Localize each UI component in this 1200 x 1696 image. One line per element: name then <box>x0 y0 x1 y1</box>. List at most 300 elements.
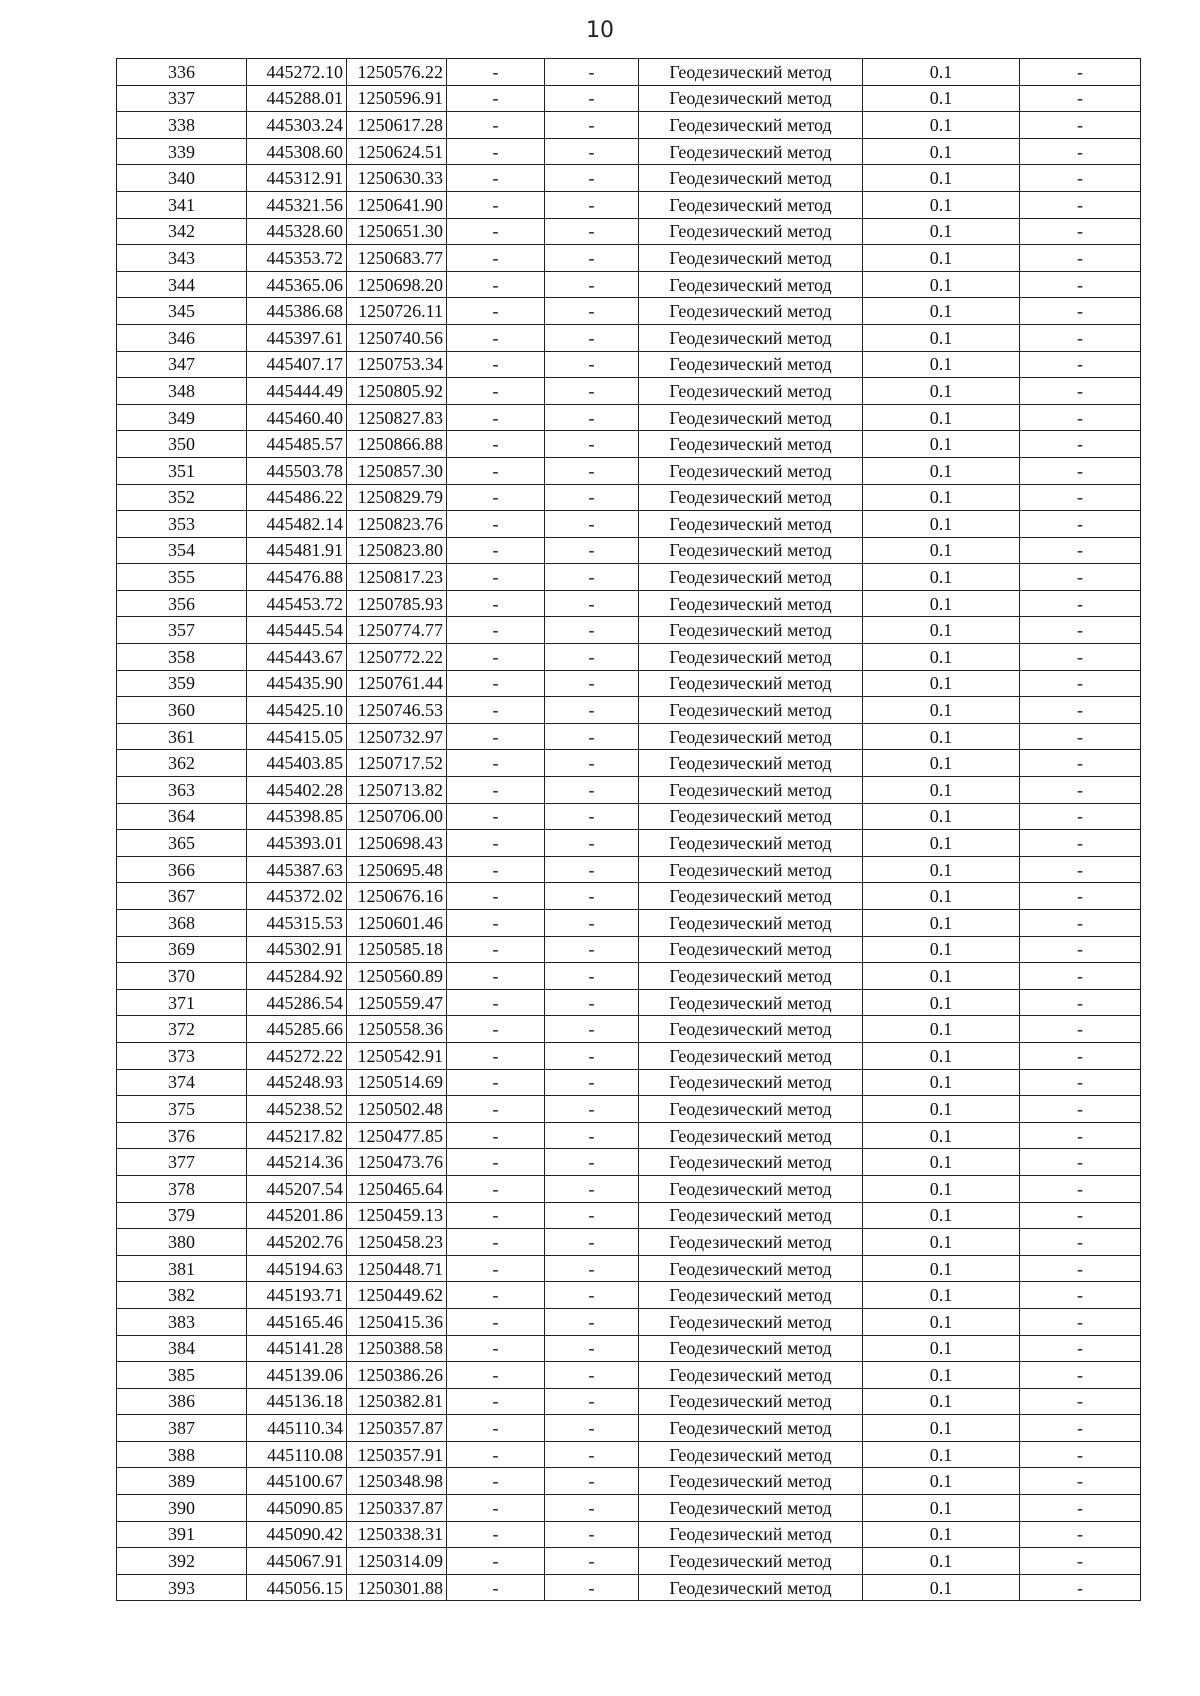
table-row <box>117 165 1141 192</box>
point-number-cell: 392 <box>117 1548 247 1575</box>
empty-cell-c: - <box>1020 1468 1141 1495</box>
x-coordinate-cell: 445194.63 <box>247 1255 347 1282</box>
accuracy-cell: 0.1 <box>863 723 1020 750</box>
point-number-cell: 369 <box>117 936 247 963</box>
accuracy-cell: 0.1 <box>863 830 1020 857</box>
method-cell: Геодезический метод <box>639 883 863 910</box>
empty-cell-b: - <box>545 1069 639 1096</box>
method-cell: Геодезический метод <box>639 1229 863 1256</box>
table-row <box>117 112 1141 139</box>
y-coordinate-cell: 1250576.22 <box>347 59 447 86</box>
empty-cell-b: - <box>545 644 639 671</box>
empty-cell-a: - <box>447 910 545 937</box>
table-row <box>117 271 1141 298</box>
accuracy-cell: 0.1 <box>863 856 1020 883</box>
empty-cell-b: - <box>545 856 639 883</box>
method-cell: Геодезический метод <box>639 191 863 218</box>
y-coordinate-cell: 1250726.11 <box>347 298 447 325</box>
point-number-cell: 342 <box>117 218 247 245</box>
method-cell: Геодезический метод <box>639 165 863 192</box>
empty-cell-b: - <box>545 1415 639 1442</box>
x-coordinate-cell: 445445.54 <box>247 617 347 644</box>
method-cell: Геодезический метод <box>639 112 863 139</box>
method-cell: Геодезический метод <box>639 644 863 671</box>
x-coordinate-cell: 445403.85 <box>247 750 347 777</box>
empty-cell-b: - <box>545 1149 639 1176</box>
empty-cell-c: - <box>1020 910 1141 937</box>
method-cell: Геодезический метод <box>639 1521 863 1548</box>
point-number-cell: 336 <box>117 59 247 86</box>
y-coordinate-cell: 1250388.58 <box>347 1335 447 1362</box>
empty-cell-b: - <box>545 1308 639 1335</box>
table-row <box>117 324 1141 351</box>
method-cell: Геодезический метод <box>639 963 863 990</box>
empty-cell-b: - <box>545 1096 639 1123</box>
method-cell: Геодезический метод <box>639 1415 863 1442</box>
empty-cell-a: - <box>447 936 545 963</box>
y-coordinate-cell: 1250601.46 <box>347 910 447 937</box>
method-cell: Геодезический метод <box>639 1441 863 1468</box>
empty-cell-b: - <box>545 112 639 139</box>
empty-cell-b: - <box>545 1122 639 1149</box>
table-row <box>117 750 1141 777</box>
y-coordinate-cell: 1250698.43 <box>347 830 447 857</box>
empty-cell-c: - <box>1020 617 1141 644</box>
empty-cell-a: - <box>447 1096 545 1123</box>
empty-cell-b: - <box>545 910 639 937</box>
point-number-cell: 366 <box>117 856 247 883</box>
method-cell: Геодезический метод <box>639 1122 863 1149</box>
empty-cell-c: - <box>1020 644 1141 671</box>
y-coordinate-cell: 1250382.81 <box>347 1388 447 1415</box>
empty-cell-c: - <box>1020 324 1141 351</box>
point-number-cell: 380 <box>117 1229 247 1256</box>
empty-cell-c: - <box>1020 1415 1141 1442</box>
method-cell: Геодезический метод <box>639 511 863 538</box>
empty-cell-a: - <box>447 59 545 86</box>
empty-cell-c: - <box>1020 59 1141 86</box>
method-cell: Геодезический метод <box>639 1548 863 1575</box>
empty-cell-a: - <box>447 271 545 298</box>
table-row <box>117 1202 1141 1229</box>
empty-cell-c: - <box>1020 1362 1141 1389</box>
empty-cell-c: - <box>1020 830 1141 857</box>
accuracy-cell: 0.1 <box>863 85 1020 112</box>
point-number-cell: 363 <box>117 777 247 804</box>
method-cell: Геодезический метод <box>639 1574 863 1601</box>
accuracy-cell: 0.1 <box>863 1495 1020 1522</box>
y-coordinate-cell: 1250357.87 <box>347 1415 447 1442</box>
empty-cell-b: - <box>545 59 639 86</box>
empty-cell-a: - <box>447 1149 545 1176</box>
x-coordinate-cell: 445486.22 <box>247 484 347 511</box>
empty-cell-c: - <box>1020 1069 1141 1096</box>
empty-cell-b: - <box>545 1335 639 1362</box>
x-coordinate-cell: 445284.92 <box>247 963 347 990</box>
point-number-cell: 365 <box>117 830 247 857</box>
accuracy-cell: 0.1 <box>863 378 1020 405</box>
table-row <box>117 1122 1141 1149</box>
empty-cell-a: - <box>447 378 545 405</box>
empty-cell-b: - <box>545 271 639 298</box>
point-number-cell: 354 <box>117 537 247 564</box>
empty-cell-c: - <box>1020 1495 1141 1522</box>
method-cell: Геодезический метод <box>639 378 863 405</box>
x-coordinate-cell: 445193.71 <box>247 1282 347 1309</box>
empty-cell-b: - <box>545 1175 639 1202</box>
accuracy-cell: 0.1 <box>863 537 1020 564</box>
empty-cell-c: - <box>1020 856 1141 883</box>
method-cell: Геодезический метод <box>639 218 863 245</box>
table-row <box>117 138 1141 165</box>
y-coordinate-cell: 1250746.53 <box>347 697 447 724</box>
empty-cell-b: - <box>545 165 639 192</box>
empty-cell-a: - <box>447 112 545 139</box>
table-row <box>117 1096 1141 1123</box>
accuracy-cell: 0.1 <box>863 511 1020 538</box>
x-coordinate-cell: 445056.15 <box>247 1574 347 1601</box>
point-number-cell: 377 <box>117 1149 247 1176</box>
empty-cell-b: - <box>545 697 639 724</box>
empty-cell-c: - <box>1020 112 1141 139</box>
empty-cell-c: - <box>1020 936 1141 963</box>
empty-cell-a: - <box>447 431 545 458</box>
x-coordinate-cell: 445110.34 <box>247 1415 347 1442</box>
y-coordinate-cell: 1250514.69 <box>347 1069 447 1096</box>
point-number-cell: 361 <box>117 723 247 750</box>
empty-cell-a: - <box>447 1548 545 1575</box>
x-coordinate-cell: 445139.06 <box>247 1362 347 1389</box>
empty-cell-c: - <box>1020 803 1141 830</box>
point-number-cell: 359 <box>117 670 247 697</box>
accuracy-cell: 0.1 <box>863 138 1020 165</box>
method-cell: Геодезический метод <box>639 590 863 617</box>
x-coordinate-cell: 445444.49 <box>247 378 347 405</box>
empty-cell-b: - <box>545 1574 639 1601</box>
accuracy-cell: 0.1 <box>863 936 1020 963</box>
empty-cell-c: - <box>1020 963 1141 990</box>
point-number-cell: 371 <box>117 989 247 1016</box>
method-cell: Геодезический метод <box>639 1016 863 1043</box>
empty-cell-a: - <box>447 856 545 883</box>
point-number-cell: 372 <box>117 1016 247 1043</box>
table-row <box>117 856 1141 883</box>
x-coordinate-cell: 445387.63 <box>247 856 347 883</box>
empty-cell-c: - <box>1020 511 1141 538</box>
empty-cell-a: - <box>447 777 545 804</box>
empty-cell-a: - <box>447 1042 545 1069</box>
empty-cell-c: - <box>1020 218 1141 245</box>
method-cell: Геодезический метод <box>639 431 863 458</box>
method-cell: Геодезический метод <box>639 404 863 431</box>
empty-cell-a: - <box>447 1495 545 1522</box>
empty-cell-a: - <box>447 1521 545 1548</box>
y-coordinate-cell: 1250559.47 <box>347 989 447 1016</box>
empty-cell-b: - <box>545 138 639 165</box>
x-coordinate-cell: 445397.61 <box>247 324 347 351</box>
accuracy-cell: 0.1 <box>863 644 1020 671</box>
x-coordinate-cell: 445201.86 <box>247 1202 347 1229</box>
empty-cell-b: - <box>545 1255 639 1282</box>
empty-cell-a: - <box>447 830 545 857</box>
empty-cell-b: - <box>545 989 639 1016</box>
empty-cell-c: - <box>1020 1096 1141 1123</box>
y-coordinate-cell: 1250560.89 <box>347 963 447 990</box>
x-coordinate-cell: 445453.72 <box>247 590 347 617</box>
y-coordinate-cell: 1250732.97 <box>347 723 447 750</box>
method-cell: Геодезический метод <box>639 1308 863 1335</box>
empty-cell-a: - <box>447 484 545 511</box>
x-coordinate-cell: 445286.54 <box>247 989 347 1016</box>
y-coordinate-cell: 1250785.93 <box>347 590 447 617</box>
method-cell: Геодезический метод <box>639 1255 863 1282</box>
empty-cell-c: - <box>1020 697 1141 724</box>
table-row <box>117 298 1141 325</box>
table-row <box>117 1255 1141 1282</box>
table-row <box>117 830 1141 857</box>
y-coordinate-cell: 1250823.76 <box>347 511 447 538</box>
empty-cell-a: - <box>447 883 545 910</box>
x-coordinate-cell: 445165.46 <box>247 1308 347 1335</box>
y-coordinate-cell: 1250695.48 <box>347 856 447 883</box>
x-coordinate-cell: 445393.01 <box>247 830 347 857</box>
accuracy-cell: 0.1 <box>863 404 1020 431</box>
empty-cell-b: - <box>545 404 639 431</box>
table-row <box>117 1042 1141 1069</box>
y-coordinate-cell: 1250761.44 <box>347 670 447 697</box>
y-coordinate-cell: 1250415.36 <box>347 1308 447 1335</box>
x-coordinate-cell: 445481.91 <box>247 537 347 564</box>
method-cell: Геодезический метод <box>639 856 863 883</box>
y-coordinate-cell: 1250698.20 <box>347 271 447 298</box>
y-coordinate-cell: 1250448.71 <box>347 1255 447 1282</box>
method-cell: Геодезический метод <box>639 617 863 644</box>
empty-cell-a: - <box>447 723 545 750</box>
table-row <box>117 1308 1141 1335</box>
empty-cell-a: - <box>447 590 545 617</box>
x-coordinate-cell: 445485.57 <box>247 431 347 458</box>
x-coordinate-cell: 445386.68 <box>247 298 347 325</box>
x-coordinate-cell: 445460.40 <box>247 404 347 431</box>
empty-cell-c: - <box>1020 378 1141 405</box>
x-coordinate-cell: 445217.82 <box>247 1122 347 1149</box>
empty-cell-a: - <box>447 324 545 351</box>
accuracy-cell: 0.1 <box>863 1521 1020 1548</box>
empty-cell-b: - <box>545 564 639 591</box>
empty-cell-b: - <box>545 245 639 272</box>
table-row <box>117 1495 1141 1522</box>
empty-cell-b: - <box>545 1548 639 1575</box>
x-coordinate-cell: 445503.78 <box>247 457 347 484</box>
accuracy-cell: 0.1 <box>863 484 1020 511</box>
x-coordinate-cell: 445365.06 <box>247 271 347 298</box>
y-coordinate-cell: 1250459.13 <box>347 1202 447 1229</box>
x-coordinate-cell: 445435.90 <box>247 670 347 697</box>
point-number-cell: 353 <box>117 511 247 538</box>
table-row <box>117 963 1141 990</box>
empty-cell-b: - <box>545 378 639 405</box>
point-number-cell: 360 <box>117 697 247 724</box>
empty-cell-a: - <box>447 1362 545 1389</box>
method-cell: Геодезический метод <box>639 1282 863 1309</box>
accuracy-cell: 0.1 <box>863 457 1020 484</box>
accuracy-cell: 0.1 <box>863 1016 1020 1043</box>
empty-cell-b: - <box>545 191 639 218</box>
table-row <box>117 564 1141 591</box>
empty-cell-a: - <box>447 1388 545 1415</box>
y-coordinate-cell: 1250829.79 <box>347 484 447 511</box>
empty-cell-b: - <box>545 1441 639 1468</box>
accuracy-cell: 0.1 <box>863 803 1020 830</box>
table-row <box>117 803 1141 830</box>
table-row <box>117 511 1141 538</box>
accuracy-cell: 0.1 <box>863 1229 1020 1256</box>
empty-cell-b: - <box>545 1521 639 1548</box>
empty-cell-c: - <box>1020 484 1141 511</box>
empty-cell-c: - <box>1020 1122 1141 1149</box>
empty-cell-b: - <box>545 1016 639 1043</box>
empty-cell-a: - <box>447 750 545 777</box>
empty-cell-b: - <box>545 777 639 804</box>
empty-cell-b: - <box>545 1229 639 1256</box>
point-number-cell: 348 <box>117 378 247 405</box>
empty-cell-c: - <box>1020 351 1141 378</box>
point-number-cell: 349 <box>117 404 247 431</box>
empty-cell-b: - <box>545 511 639 538</box>
page-number: 10 <box>586 18 614 43</box>
accuracy-cell: 0.1 <box>863 1308 1020 1335</box>
point-number-cell: 337 <box>117 85 247 112</box>
table-row <box>117 1362 1141 1389</box>
point-number-cell: 364 <box>117 803 247 830</box>
y-coordinate-cell: 1250866.88 <box>347 431 447 458</box>
accuracy-cell: 0.1 <box>863 883 1020 910</box>
y-coordinate-cell: 1250617.28 <box>347 112 447 139</box>
table-row <box>117 697 1141 724</box>
empty-cell-a: - <box>447 963 545 990</box>
y-coordinate-cell: 1250585.18 <box>347 936 447 963</box>
point-number-cell: 370 <box>117 963 247 990</box>
accuracy-cell: 0.1 <box>863 670 1020 697</box>
y-coordinate-cell: 1250630.33 <box>347 165 447 192</box>
y-coordinate-cell: 1250348.98 <box>347 1468 447 1495</box>
point-number-cell: 357 <box>117 617 247 644</box>
point-number-cell: 358 <box>117 644 247 671</box>
method-cell: Геодезический метод <box>639 1069 863 1096</box>
empty-cell-c: - <box>1020 1548 1141 1575</box>
accuracy-cell: 0.1 <box>863 590 1020 617</box>
table-row <box>117 85 1141 112</box>
accuracy-cell: 0.1 <box>863 564 1020 591</box>
empty-cell-c: - <box>1020 1175 1141 1202</box>
empty-cell-c: - <box>1020 670 1141 697</box>
x-coordinate-cell: 445214.36 <box>247 1149 347 1176</box>
empty-cell-b: - <box>545 936 639 963</box>
accuracy-cell: 0.1 <box>863 963 1020 990</box>
empty-cell-a: - <box>447 564 545 591</box>
empty-cell-c: - <box>1020 1388 1141 1415</box>
table-row <box>117 1548 1141 1575</box>
method-cell: Геодезический метод <box>639 457 863 484</box>
y-coordinate-cell: 1250641.90 <box>347 191 447 218</box>
empty-cell-b: - <box>545 1362 639 1389</box>
x-coordinate-cell: 445398.85 <box>247 803 347 830</box>
x-coordinate-cell: 445272.10 <box>247 59 347 86</box>
point-number-cell: 355 <box>117 564 247 591</box>
point-number-cell: 345 <box>117 298 247 325</box>
empty-cell-a: - <box>447 298 545 325</box>
y-coordinate-cell: 1250823.80 <box>347 537 447 564</box>
table-body <box>117 59 1141 1601</box>
y-coordinate-cell: 1250465.64 <box>347 1175 447 1202</box>
empty-cell-a: - <box>447 1229 545 1256</box>
point-number-cell: 389 <box>117 1468 247 1495</box>
point-number-cell: 388 <box>117 1441 247 1468</box>
accuracy-cell: 0.1 <box>863 59 1020 86</box>
point-number-cell: 393 <box>117 1574 247 1601</box>
point-number-cell: 385 <box>117 1362 247 1389</box>
empty-cell-b: - <box>545 537 639 564</box>
point-number-cell: 381 <box>117 1255 247 1282</box>
accuracy-cell: 0.1 <box>863 1388 1020 1415</box>
x-coordinate-cell: 445308.60 <box>247 138 347 165</box>
y-coordinate-cell: 1250753.34 <box>347 351 447 378</box>
accuracy-cell: 0.1 <box>863 271 1020 298</box>
accuracy-cell: 0.1 <box>863 910 1020 937</box>
method-cell: Геодезический метод <box>639 1096 863 1123</box>
method-cell: Геодезический метод <box>639 697 863 724</box>
table-row <box>117 1335 1141 1362</box>
accuracy-cell: 0.1 <box>863 697 1020 724</box>
empty-cell-b: - <box>545 803 639 830</box>
empty-cell-b: - <box>545 1202 639 1229</box>
accuracy-cell: 0.1 <box>863 191 1020 218</box>
empty-cell-a: - <box>447 218 545 245</box>
empty-cell-a: - <box>447 617 545 644</box>
method-cell: Геодезический метод <box>639 670 863 697</box>
empty-cell-c: - <box>1020 723 1141 750</box>
method-cell: Геодезический метод <box>639 324 863 351</box>
empty-cell-c: - <box>1020 1574 1141 1601</box>
point-number-cell: 375 <box>117 1096 247 1123</box>
empty-cell-b: - <box>545 1042 639 1069</box>
y-coordinate-cell: 1250449.62 <box>347 1282 447 1309</box>
y-coordinate-cell: 1250676.16 <box>347 883 447 910</box>
x-coordinate-cell: 445303.24 <box>247 112 347 139</box>
empty-cell-a: - <box>447 1308 545 1335</box>
empty-cell-a: - <box>447 1175 545 1202</box>
method-cell: Геодезический метод <box>639 830 863 857</box>
x-coordinate-cell: 445090.42 <box>247 1521 347 1548</box>
empty-cell-c: - <box>1020 1016 1141 1043</box>
accuracy-cell: 0.1 <box>863 218 1020 245</box>
empty-cell-a: - <box>447 1122 545 1149</box>
empty-cell-c: - <box>1020 1441 1141 1468</box>
empty-cell-c: - <box>1020 564 1141 591</box>
table-row <box>117 1149 1141 1176</box>
empty-cell-b: - <box>545 590 639 617</box>
y-coordinate-cell: 1250458.23 <box>347 1229 447 1256</box>
table-row <box>117 191 1141 218</box>
y-coordinate-cell: 1250473.76 <box>347 1149 447 1176</box>
empty-cell-c: - <box>1020 1282 1141 1309</box>
empty-cell-c: - <box>1020 537 1141 564</box>
empty-cell-a: - <box>447 165 545 192</box>
empty-cell-a: - <box>447 511 545 538</box>
accuracy-cell: 0.1 <box>863 1282 1020 1309</box>
empty-cell-b: - <box>545 431 639 458</box>
accuracy-cell: 0.1 <box>863 1096 1020 1123</box>
